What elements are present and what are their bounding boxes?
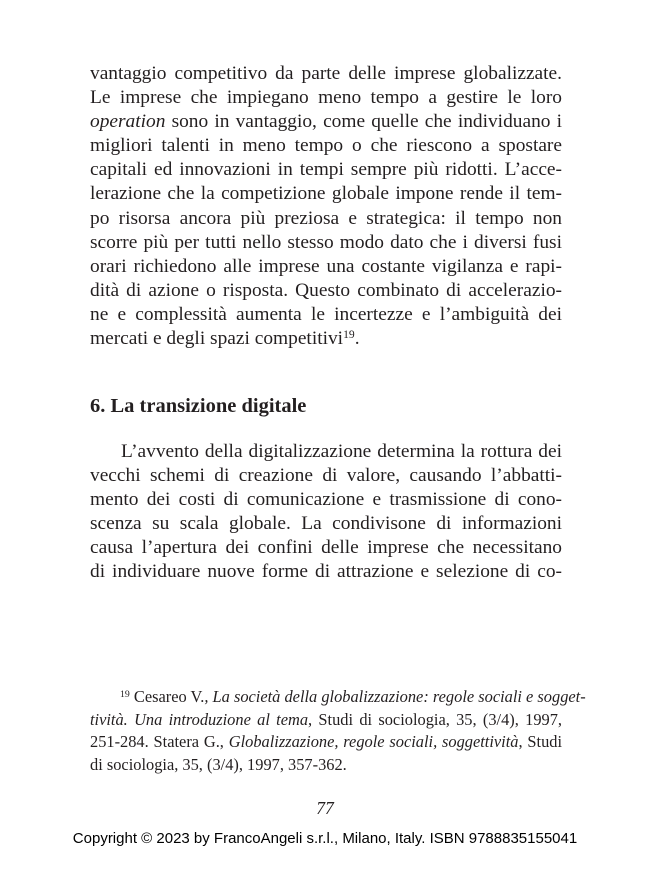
footnote-line: di sociologia, 35, (3/4), 1997, 357-362. xyxy=(90,754,347,774)
copyright-notice: Copyright © 2023 by FrancoAngeli s.r.l., Milano, Italy. ISBN 9788835155041 xyxy=(72,830,578,847)
body-paragraph-1 xyxy=(90,62,562,351)
page-number: 77 xyxy=(316,798,334,818)
text-line: scorre più per tutti nello stesso modo dato che i diversi fusi xyxy=(90,231,562,253)
footnote-line: $^{19}$ Cesareo V., La società della globalizzazione: regole sociali e sogget- xyxy=(120,687,586,706)
text-line: migliori talenti in meno tempo o che riescono a spostare xyxy=(90,135,562,157)
text-line: po risorsa ancora più preziosa e strategica: il tempo non xyxy=(90,207,562,229)
text-line: capitali ed innovazioni in tempi sempre più ridotti. L’acce- xyxy=(90,159,562,181)
text-line: vantaggio competitivo da parte delle imprese globalizzate. xyxy=(90,63,562,84)
text-line: mento dei costi di comunicazione e trasmissione di cono- xyxy=(90,489,562,511)
text-line: dità di azione o risposta. Questo combinato di accelerazio- xyxy=(90,279,562,301)
footnote-19 xyxy=(90,686,586,776)
footnote-line: 251-284. Statera G., Globalizzazione, regole sociali, soggettività, Studi xyxy=(90,732,563,752)
text-line: vecchi schemi di creazione di valore, causando l’abbatti- xyxy=(90,465,562,487)
text-line: ne e complessità aumenta le incertezze e l’ambiguità dei xyxy=(90,303,562,325)
text-line: scenza su scala globale. La condivisone di informazioni xyxy=(90,513,562,535)
section-heading: 6. La transizione digitale xyxy=(90,395,307,417)
text-line: orari richiedono alle imprese una costante vigilanza e rapi- xyxy=(90,255,562,277)
text-line: operation sono in vantaggio, come quelle che individuano i xyxy=(90,111,562,133)
text-line: mercati e degli spazi competitivi$^{19}$. xyxy=(90,328,360,350)
italic-term: operation xyxy=(90,111,166,133)
text-line: lerazione che la competizione globale impone rende il tem- xyxy=(90,183,562,205)
text-line: L’avvento della digitalizzazione determina la rottura dei xyxy=(121,441,562,462)
body-paragraph-2 xyxy=(90,440,562,585)
text-line: di individuare nuove forme di attrazione e selezione di co- xyxy=(90,561,562,583)
footnote-reference: 19 xyxy=(343,328,355,342)
text-line: causa l’apertura dei confini delle imprese che necessitano xyxy=(90,537,562,559)
footnote-number: 19 xyxy=(120,689,130,701)
footnote-line: tività. Una introduzione al tema, Studi di sociologia, 35, (3/4), 1997, xyxy=(90,709,562,729)
text-line: Le imprese che impiegano meno tempo a gestire le loro xyxy=(90,87,562,109)
